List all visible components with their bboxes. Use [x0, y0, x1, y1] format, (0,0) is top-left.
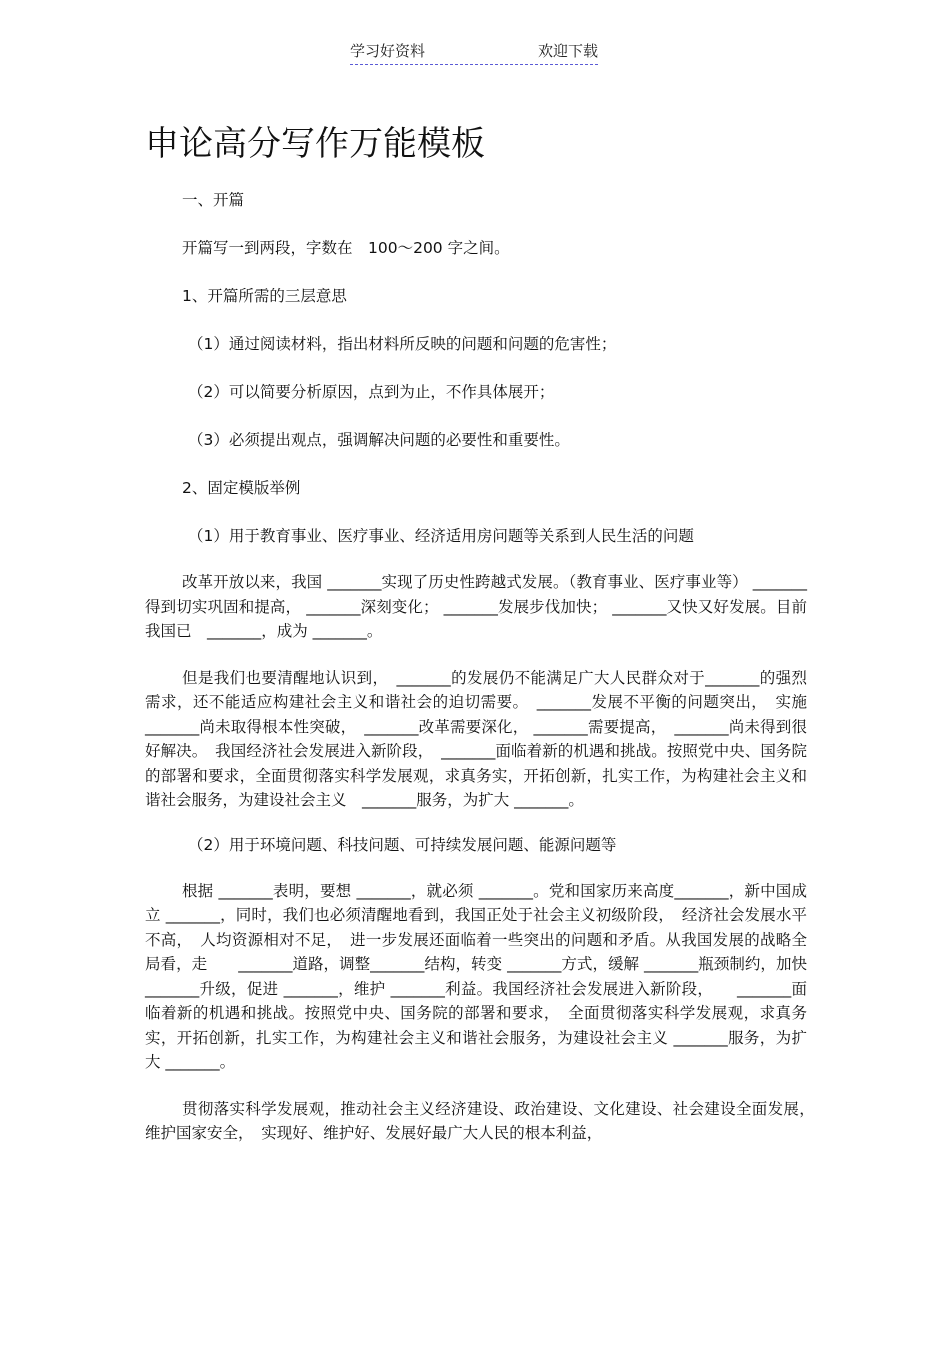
header-left-text: 学习好资料 [350, 42, 426, 60]
opening-intro: 开篇写一到两段，字数在 100～200 字之间。 [182, 239, 510, 257]
subheading-template-examples: 2、固定模版举例 [182, 479, 301, 497]
example2-paragraph-2: 贯彻落实科学发展观，推动社会主义经济建设、政治建设、文化建设、社会建设全面发展， 维护国家安全， 实现好、维护好、发展好最广大人民的根本利益， [145, 1099, 823, 1142]
page-header [350, 40, 598, 65]
list-item-3: （3）必须提出观点，强调解决问题的必要性和重要性。 [188, 431, 570, 449]
header-right-text: 欢迎下载 [537, 42, 598, 60]
subheading-three-layers: 1、开篇所需的三层意思 [182, 287, 347, 305]
list-item-2: （2）可以简要分析原因，点到为止，不作具体展开； [188, 383, 555, 401]
example1-paragraph-2: 但是我们也要清醒地认识到， _______的发展仍不能满足广大人民群众对于_______的强烈需求，还不能适应构建社会主义和谐社会的迫切需要。 _______发展不平衡的问题突出， 实施 _______尚未取得根本性突破， _______改革需要深化， _______需要提高， _______尚未得到很好解决。 我国经济社会发展进入新阶段， _______面临着新的机遇和挑战。按照党中央、国务院的部署和要求，全面贯彻落实科学发展观，求真务实，开拓创新，扎实工作，为构建社会主义和谐社会服务，为建设社会主义 _______服务，为扩大 _______。 [145, 668, 807, 809]
section-heading-opening: 一、开篇 [182, 191, 245, 209]
example1-heading: （1）用于教育事业、医疗事业、经济适用房问题等关系到人民生活的问题 [188, 527, 694, 545]
document-title: 申论高分写作万能模板 [145, 124, 485, 164]
document-body [145, 186, 823, 1146]
example2-heading: （2）用于环境问题、科技问题、可持续发展问题、能源问题等 [188, 835, 617, 854]
example1-paragraph-1: 改革开放以来，我国 _______实现了历史性跨越式发展。（教育事业、医疗事业等） _______得到切实巩固和提高， _______深刻变化； _______发展步伐加快； _______又快又好发展。目前我国已 _______，成为 _______。 [145, 573, 807, 640]
example2-paragraph-1: 根据 _______表明，要想 _______，就必须 _______。党和国家历来高度_______，新中国成立 _______，同时，我们也必须清醒地看到，我国正处于社会主义初级阶段， 经济社会发展水平不高， 人均资源相对不足， 进一步发展还面临着一些突出的问题和矛盾。从我国发展的战略全局看，走 _______道路，调整_______结构，转变 _______方式，缓解 _______瓶颈制约，加快 _______升级，促进 _______，维护 _______利益。我国经济社会发展进入新阶段， _______面临着新的机遇和挑战。按照党中央、国务院的部署和要求， 全面贯彻落实科学发展观，求真务实，开拓创新，扎实工作，为构建社会主义和谐社会服务，为建设社会主义 _______服务，为扩大 _______。 [145, 881, 807, 1071]
list-item-1: （1）通过阅读材料，指出材料所反映的问题和问题的危害性； [188, 335, 617, 353]
